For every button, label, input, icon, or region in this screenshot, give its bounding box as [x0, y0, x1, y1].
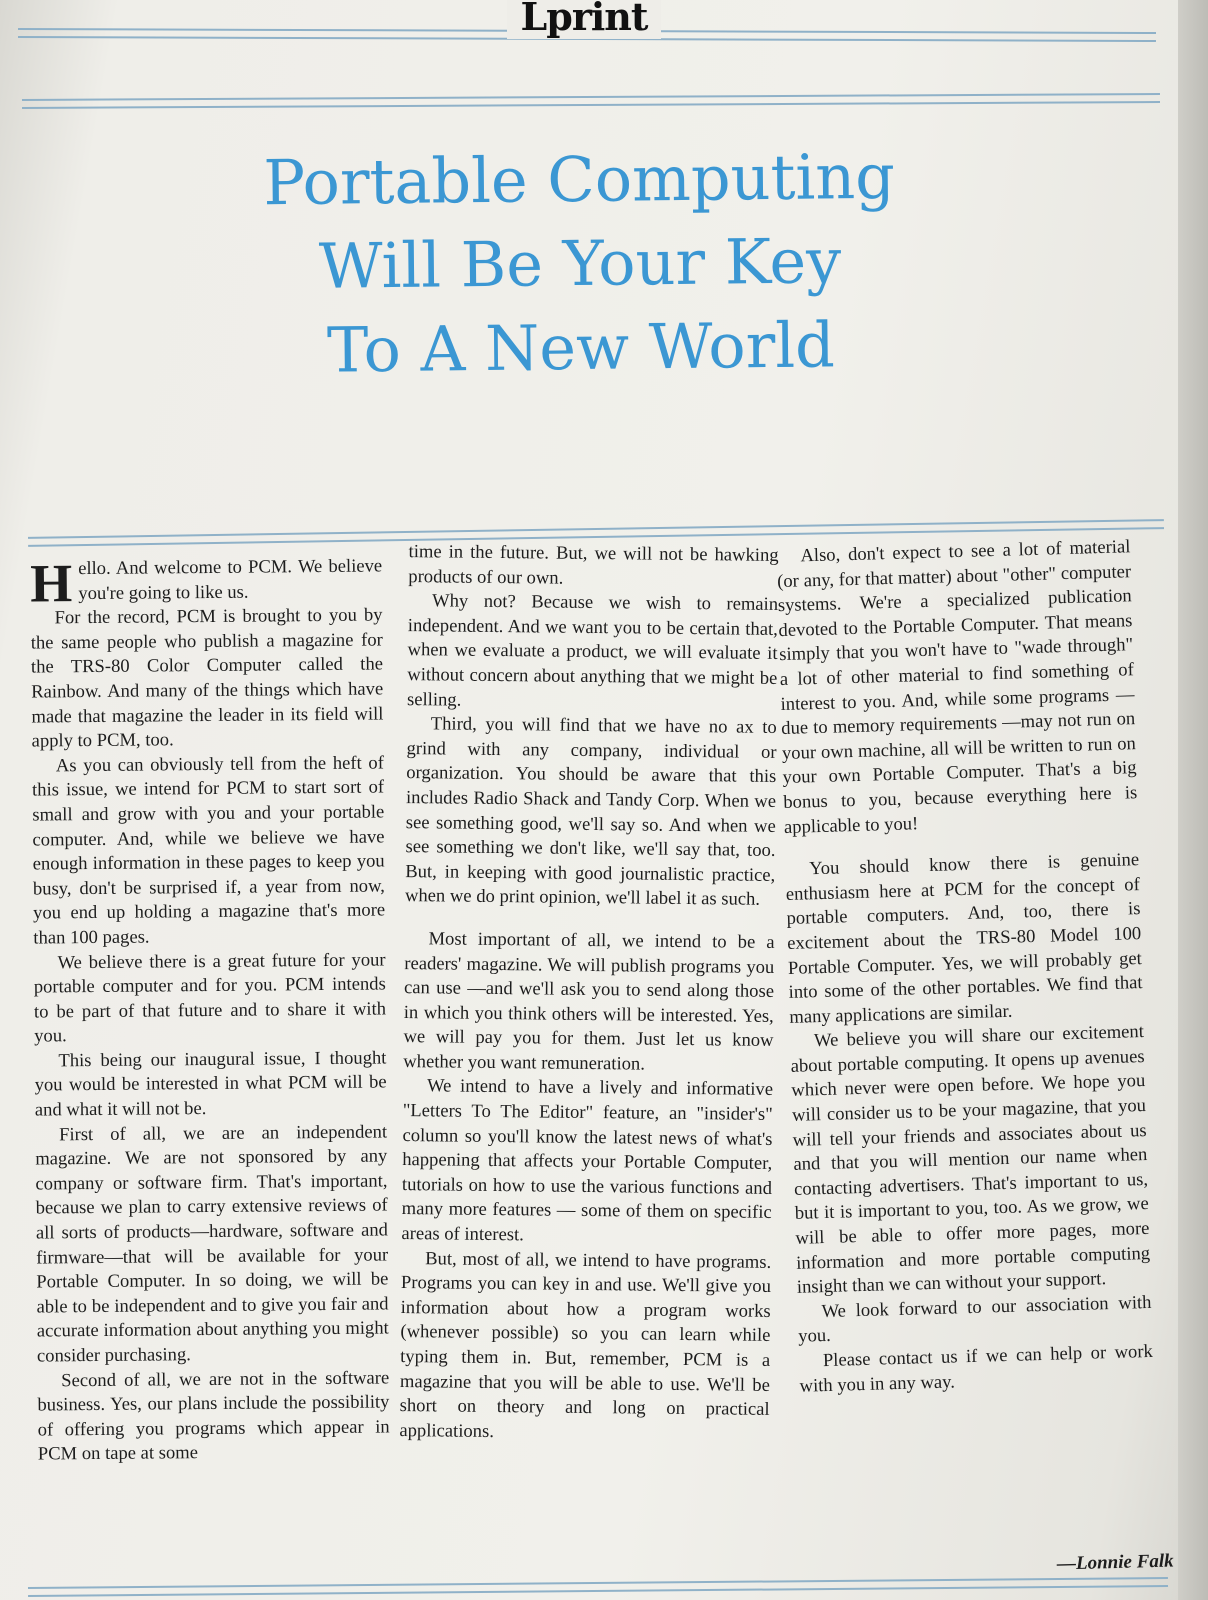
- paragraph: Why not? Because we wish to remain independent. And we want you to be certain that, when we evaluate a product, we will evaluate it without concern about anything that we might be selling.: [406, 590, 779, 711]
- article-headline: [179, 134, 982, 394]
- headline-line-3: To A New World: [326, 308, 836, 387]
- dropcap: H: [30, 553, 73, 614]
- masthead-title: Lprint: [507, 0, 662, 39]
- paragraph: Second of all, we are not in the software business. Yes, our plans include the possibility of offering you programs which appear in PCM on tape at some: [37, 1367, 390, 1465]
- paragraph: Also, don't expect to see a lot of material (or any, for that matter) about "other" computer systems. We're a specialized publication devoted to the Portable Computer. That means simply that you won't have to "wade through" a lot of other material to find something of interest to you. And, while some programs — due to memory requirements —may not run on your own machine, all will be written to run on your own Portable Computer. That's a big bonus to you, because everything here is applicable to you!: [776, 536, 1138, 838]
- paragraph: We believe you will share our excitement about portable computing. It opens up avenues which never were open before. We hope you will consider us to be your magazine, that you will tell your friends and associates about us and that you will mention our name when contacting advertisers. That's important to us, but it is important to you, too. As we grow, we will be able to offer more pages, more information and more portable computing insight than we can without your support.: [790, 1021, 1151, 1299]
- headline-line-1: Portable Computing: [262, 139, 896, 220]
- footer-rule: [28, 1577, 1168, 1597]
- headline-line-2: Will Be Your Key: [318, 224, 842, 303]
- article-column-3: [776, 535, 1154, 1399]
- paragraph-text: ello. And welcome to PCM. We believe you're going to like us.: [78, 555, 383, 604]
- masthead: [0, 0, 1168, 40]
- paragraph: Please contact us if we can help or work with you in any way.: [799, 1340, 1154, 1397]
- paragraph: time in the future. But, we will not be hawking products of our own.: [408, 541, 779, 589]
- masthead-rule-bottom: [22, 93, 1160, 109]
- paragraph: Third, you will find that we have no ax to grind with any company, individual or organization. You should be aware that this includes Radio Shack and Tandy Corp. When we see something good, we'll say so. And when we see something we don't like, we'll say that, too. But, in keeping with good journalistic practice, when we do print opinion, we'll label it as such.: [404, 713, 777, 911]
- author-signature: —Lonnie Falk: [1057, 1550, 1175, 1575]
- page-edge: [1178, 0, 1208, 1600]
- paragraph: This being our inaugural issue, I thought you would be interested in what PCM will be and what it will not be.: [34, 1047, 387, 1121]
- article-column-1: [30, 554, 390, 1467]
- paragraph: We look forward to our association with you.: [797, 1291, 1152, 1348]
- paragraph: As you can obviously tell from the heft of this issue, we intend for PCM to start sort of small and grow with you and your portable computer. And, while we believe we have enough information in these pages to keep you busy, don't be surprised if, a year from now, you end up holding a magazine that's more than 100 pages.: [31, 752, 386, 949]
- article-column-2: [399, 540, 778, 1447]
- paragraph: We believe there is a great future for your portable computer and for you. PCM intends to be part of that future and to share it with you.: [33, 948, 387, 1047]
- paragraph: Most important of all, we intend to be a readers' magazine. We will publish programs you can use —and we'll ask you to send along those in which you think others will be interested. Yes, we will pay you for them. Just let us know whether you want remuneration.: [403, 928, 775, 1075]
- paragraph: We intend to have a lively and informative "Letters To The Editor" feature, an "insider's" column so you'll know the latest news of what's happening that affects your Portable Computer, tutorials on how to use the various functions and many more features — some of them on specific areas of interest.: [401, 1075, 774, 1246]
- paragraph: [30, 553, 383, 614]
- paragraph: You should know there is genuine enthusiasm here at PCM for the concept of portable computers. And, too, there is excitement about the TRS-80 Model 100 Portable Computer. Yes, we will probably get into some of the other portables. We find that many applications are similar.: [785, 849, 1143, 1028]
- paragraph: For the record, PCM is brought to you by the same people who publish a magazine for the TRS-80 Color Computer called the Rainbow. And many of the things which have made that magazine the leader in its field will apply to PCM, too.: [30, 604, 384, 752]
- paragraph: First of all, we are an independent magazine. We are not sponsored by any company or software firm. That's important, because we plan to carry extensive reviews of all sorts of products—hardware, software and firmware—that will be available for your Portable Computer. In so doing, we will be able to be independent and to give you fair and accurate information about anything you might consider purchasing.: [35, 1121, 389, 1367]
- paragraph: But, most of all, we intend to have programs. Programs you can key in and use. We'll give you information about how a program works (whenever possible) so you can learn while typing them in. But, remember, PCM is a magazine that you will be able to use. We'll be short on theory and long on practical applications.: [399, 1247, 772, 1442]
